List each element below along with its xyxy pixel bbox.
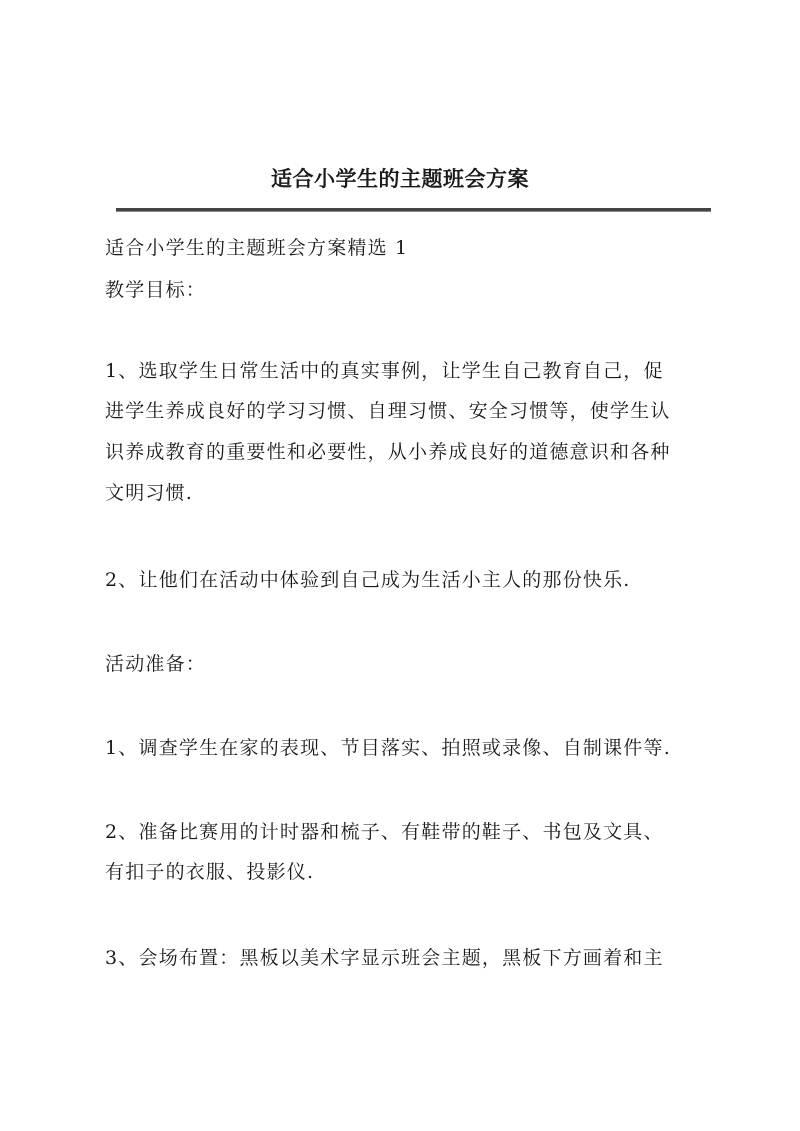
- preparation-1: 1、调查学生在家的表现、节目落实、拍照或录像、自制课件等.: [105, 737, 671, 759]
- objective-1-line-4: 文明习惯.: [105, 482, 194, 504]
- title-divider: [116, 208, 711, 212]
- objective-1-line-3: 识养成教育的重要性和必要性，从小养成良好的道德意识和各种: [105, 441, 671, 463]
- subtitle: 适合小学生的主题班会方案精选 1: [105, 237, 409, 259]
- preparation-2-line-2: 有扣子的衣服、投影仪.: [105, 861, 315, 883]
- preparation-heading: 活动准备：: [105, 653, 207, 675]
- objective-2: 2、让他们在活动中体验到自己成为生活小主人的那份快乐.: [105, 569, 631, 591]
- preparation-2-line-1: 2、准备比赛用的计时器和梳子、有鞋带的鞋子、书包及文具、: [105, 821, 664, 843]
- objective-1-line-1: 1、选取学生日常生活中的真实事例，让学生自己教育自己，促: [105, 360, 664, 382]
- objectives-heading: 教学目标：: [105, 279, 207, 301]
- objective-1-line-2: 进学生养成良好的学习习惯、自理习惯、安全习惯等，使学生认: [105, 400, 671, 422]
- document-title: 适合小学生的主题班会方案: [271, 166, 529, 191]
- preparation-3: 3、会场布置：黑板以美术字显示班会主题，黑板下方画着和主: [105, 947, 664, 969]
